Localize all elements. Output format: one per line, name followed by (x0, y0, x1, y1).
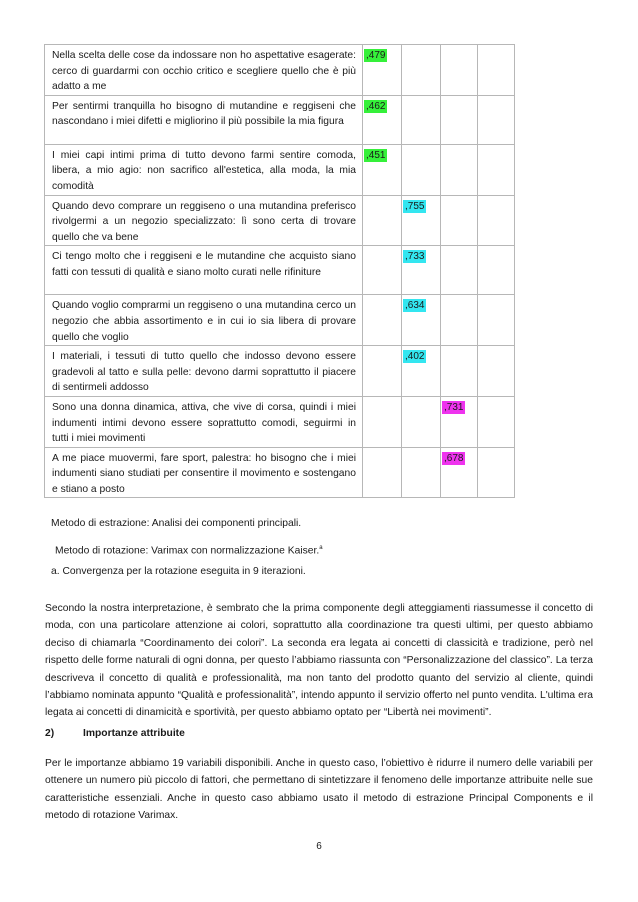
table-row (45, 95, 515, 144)
loading-value: ,755 (405, 200, 425, 212)
component-4-cell (478, 396, 515, 447)
rotation-note-superscript: a (319, 545, 323, 551)
table-row (45, 346, 515, 397)
component-3-cell (441, 396, 478, 447)
component-1-cell (363, 346, 402, 397)
section-heading (45, 728, 185, 739)
loading-value: ,479 (366, 50, 386, 61)
statement-cell: Quando voglio comprarmi un reggiseno o una mutandina cerco un negozio che abbia assortimento e in cui io sia libera di provare quello che voglio (45, 295, 363, 346)
component-1-cell (363, 195, 402, 246)
statement-cell: I materiali, i tessuti di tutto quello che indosso devono essere gradevoli al tatto e sulla pelle: devono darmi soprattutto il piacere di sentirmeli addosso (45, 346, 363, 397)
component-2-cell (402, 144, 441, 195)
loading-value: ,462 (366, 100, 386, 112)
component-4-cell (478, 144, 515, 195)
table-row (45, 45, 515, 96)
component-1-cell (363, 144, 402, 195)
table-row (45, 246, 515, 295)
component-4-cell (478, 447, 515, 498)
section-number: 2) (45, 728, 55, 739)
component-4-cell (478, 346, 515, 397)
component-loadings-table (44, 44, 515, 498)
component-3-cell (441, 144, 478, 195)
component-2-cell (402, 45, 441, 96)
page-number: 6 (316, 841, 322, 852)
component-2-cell (402, 195, 441, 246)
component-1-cell (363, 95, 402, 144)
loading-value: ,678 (444, 452, 464, 464)
loading-value: ,733 (405, 251, 425, 263)
section-title: Importanze attribuite (83, 728, 185, 739)
table-row (45, 447, 515, 498)
component-4-cell (478, 95, 515, 144)
statement-cell: I miei capi intimi prima di tutto devono farmi sentire comoda, libera, a mio agio: non sacrifico all'estetica, alla moda, la mia comodità (45, 144, 363, 195)
table-row (45, 195, 515, 246)
statement-cell: Per sentirmi tranquilla ho bisogno di mutandine e reggiseni che nascondano i miei difetti e migliorino il più possibile la mia figura (45, 95, 363, 144)
component-3-cell (441, 45, 478, 96)
component-2-cell (402, 295, 441, 346)
component-1-cell (363, 396, 402, 447)
table-row (45, 396, 515, 447)
component-3-cell (441, 95, 478, 144)
statement-cell: Sono una donna dinamica, attiva, che vive di corsa, quindi i miei indumenti intimi devono essere soprattutto comodi, seguirmi in tutti i miei movimenti (45, 396, 363, 447)
component-4-cell (478, 195, 515, 246)
component-3-cell (441, 246, 478, 295)
component-4-cell (478, 246, 515, 295)
loading-value: ,634 (405, 300, 425, 312)
component-3-cell (441, 195, 478, 246)
interpretation-paragraph: Secondo la nostra interpretazione, è sembrato che la prima componente degli atteggiamenti riassumesse il concetto di moda, con una particolare attenzione ai colori, soprattutto alla coordinazione tra questi ultimi, per questo abbiamo deciso di chiamarla “Coordinamento dei colori”. La seconda era legata ai concetti di classicità e tradizione, però nel rispetto delle forme naturali di ogni donna, per questo l’abbiamo riassunta con “Personalizzazione del classico”. La terza descriveva il concetto di qualità e professionalità, ma non tanto del prodotto quanto del servizio al cliente, quindi l’abbiamo nominata appunto “Qualità e professionalità”, intendo appunto il servizio offerto nel punto vendita. L'ultima era legata ai concetti di dinamicità e sportività, per questo abbiamo optato per “Libertà nei movimenti”. (45, 603, 593, 719)
component-2-cell (402, 95, 441, 144)
loading-value: ,731 (444, 401, 464, 413)
component-1-cell (363, 246, 402, 295)
component-4-cell (478, 295, 515, 346)
loading-value: ,402 (405, 351, 425, 363)
component-4-cell (478, 45, 515, 96)
loading-value: ,451 (366, 149, 386, 161)
component-2-cell (402, 346, 441, 397)
component-2-cell (402, 447, 441, 498)
component-2-cell (402, 396, 441, 447)
extraction-note: Metodo di estrazione: Analisi dei componenti principali. (51, 518, 302, 529)
table-row (45, 295, 515, 346)
convergence-note: a. Convergenza per la rotazione eseguita in 9 iterazioni. (51, 566, 306, 577)
rotation-note: Metodo di rotazione: Varimax con normalizzazione Kaiser.$^a$ (55, 545, 323, 557)
component-3-cell (441, 346, 478, 397)
component-3-cell (441, 295, 478, 346)
statement-cell: Ci tengo molto che i reggiseni e le mutandine che acquisto siano fatti con tessuti di qualità e siano molto curati nelle rifiniture (45, 246, 363, 295)
statement-cell: A me piace muovermi, fare sport, palestra: ho bisogno che i miei indumenti siano studiati per consentire il movimento e sostengano e stiano a posto (45, 447, 363, 498)
importances-paragraph: Per le importanze abbiamo 19 variabili disponibili. Anche in questo caso, l’obiettivo è ridurre il numero delle variabili per ottenere un numero più piccolo di fattori, che permettano di sintetizzare il fenomeno delle importanze attribuite nelle sue caratteristiche essenziali. Anche in questo caso abbiamo usato il metodo di estrazione Principal Components e il metodo di rotazione Varimax. (45, 758, 593, 822)
table-row (45, 144, 515, 195)
statement-cell: Nella scelta delle cose da indossare non ho aspettative esagerate: cerco di guardarmi con occhio critico e scegliere quello che è più adatto a me (45, 45, 363, 96)
component-1-cell (363, 447, 402, 498)
component-1-cell (363, 45, 402, 96)
statement-cell: Quando devo comprare un reggiseno o una mutandina preferisco rivolgermi a un negozio specializzato: lì sono certa di trovare quello che va bene (45, 195, 363, 246)
component-3-cell (441, 447, 478, 498)
component-2-cell (402, 246, 441, 295)
component-1-cell (363, 295, 402, 346)
